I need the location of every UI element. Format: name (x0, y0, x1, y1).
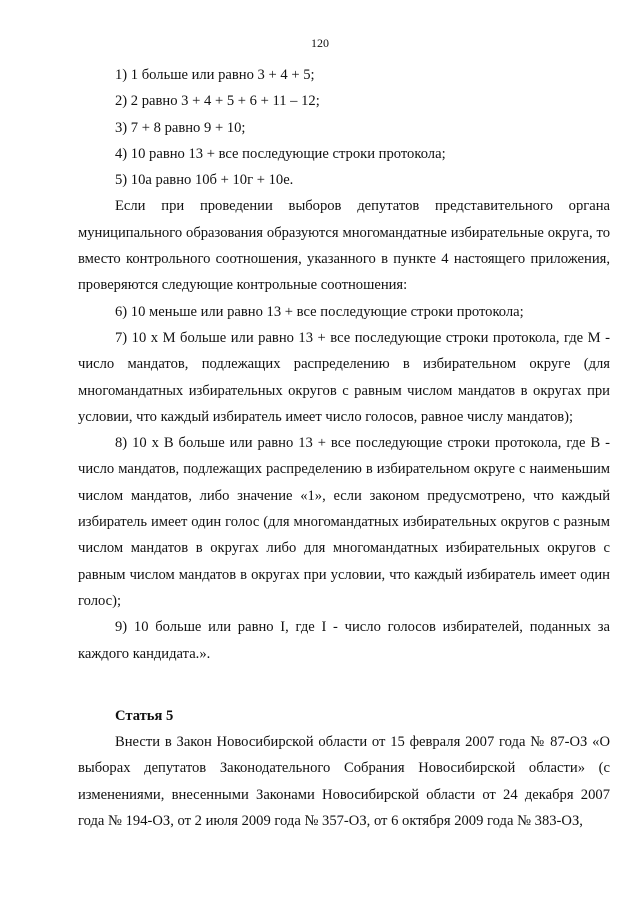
section-spacer (78, 667, 610, 703)
list-item: 5) 10а равно 10б + 10г + 10е. (115, 172, 294, 189)
condition-item: 6) 10 меньше или равно 13 + все последующие строки протокола; (115, 303, 524, 320)
condition-item: 8) 10 x B больше или равно 13 + все последующие строки протокола, где B - число мандатов, подлежащих распределению в избирательном округе с наименьшим числом мандатов, либо значение «1», если законом предусмотрено, что каждый избиратель имеет один голос (для многомандатных избирательных округов с разным числом мандатов в округах либо для многомандатных избирательных округов с равным числом мандатов в округах при условии, что каждый избиратель имеет один голос); (78, 435, 610, 609)
list-item: 4) 10 равно 13 + все последующие строки протокола; (115, 145, 446, 162)
page-number: 120 (311, 36, 329, 50)
document-body (78, 62, 610, 834)
article-paragraph: Внести в Закон Новосибирской области от 15 февраля 2007 года № 87-ОЗ «О выборах депутатов Законодательного Собрания Новосибирской области» (с изменениями, внесенными Законами Новосибирской области от 24 декабря 2007 года № 194-ОЗ, от 2 июля 2009 года № 357-ОЗ, от 6 октября 2009 года № 383-ОЗ, (78, 734, 610, 830)
intro-paragraph: Если при проведении выборов депутатов представительного органа муниципального образования образуются многомандатные избирательные округа, то вместо контрольного соотношения, указанного в пункте 4 настоящего приложения, проверяются следующие контрольные соотношения: (78, 198, 610, 294)
condition-item: 9) 10 больше или равно I, где I - число голосов избирателей, поданных за каждого кандидата.». (78, 619, 610, 662)
condition-item: 7) 10 x M больше или равно 13 + все последующие строки протокола, где M - число мандатов, подлежащих распределению в избирательном округе (для многомандатных избирательных округов с равным числом мандатов в округах при условии, что каждый избиратель имеет число голосов, равное числу мандатов); (78, 329, 610, 425)
list-item: 3) 7 + 8 равно 9 + 10; (115, 119, 246, 136)
list-item: 2) 2 равно 3 + 4 + 5 + 6 + 11 – 12; (115, 93, 320, 110)
article-title: Статья 5 (115, 707, 174, 724)
list-item: 1) 1 больше или равно 3 + 4 + 5; (115, 67, 315, 83)
